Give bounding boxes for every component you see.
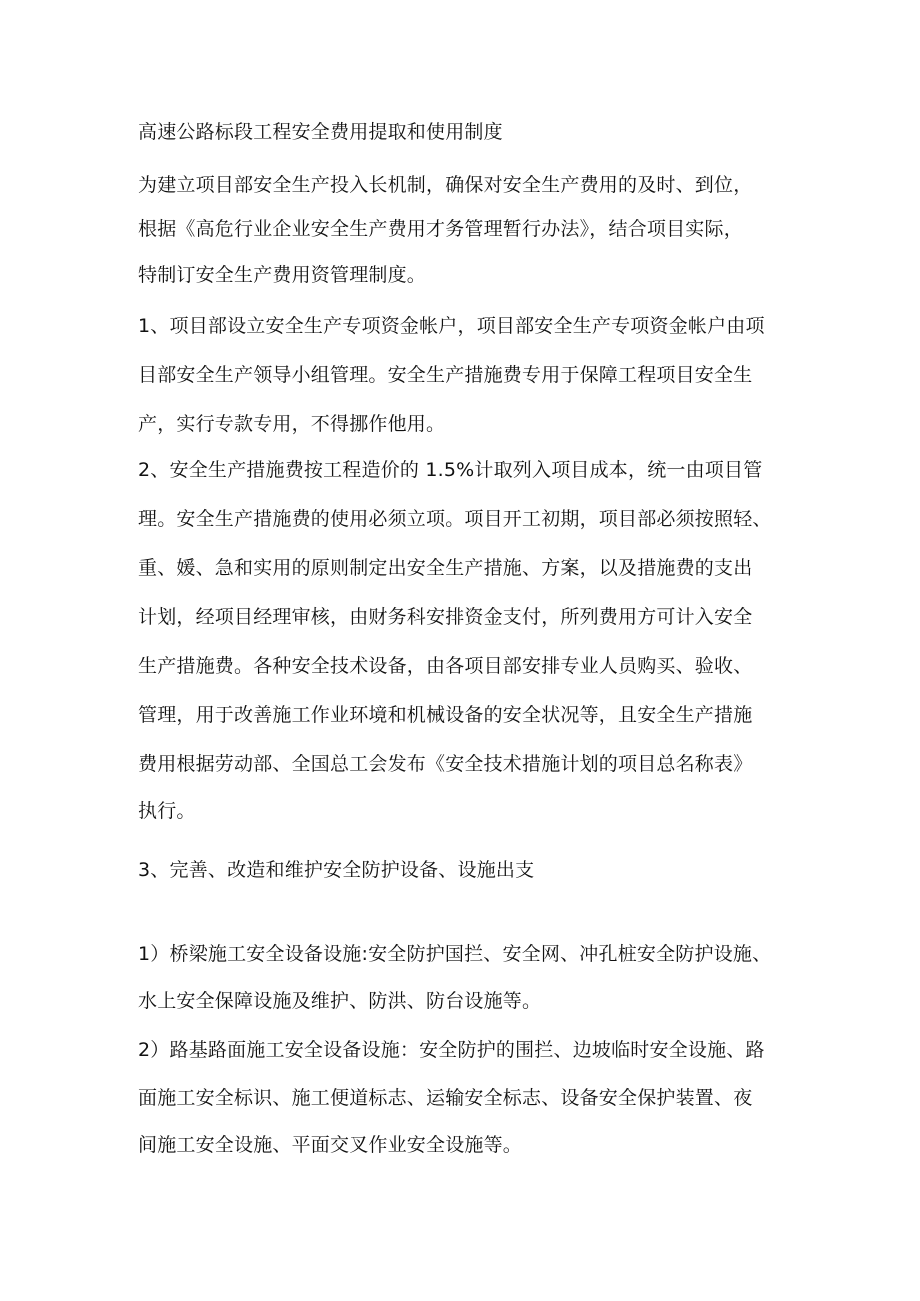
sub1-line-2: 水上安全保障设施及维护、防洪、防台设施等。 <box>138 990 542 1012</box>
item2-line-8: 执行。 <box>138 800 196 822</box>
item2-line-1: 2、安全生产措施费按工程造价的 1.5%计取列入项目成本，统一由项目管 <box>138 459 763 481</box>
item2-line-5: 生产措施费。各种安全技术设备，由各项目部安排专业人员购买、验收、 <box>138 655 753 677</box>
item2-line-2: 理。安全生产措施费的使用必须立项。项目开工初期，项目部必须按照轻、 <box>138 508 772 530</box>
item2-line-4: 计划，经项目经理审核，由财务科安排资金支付，所列费用方可计入安全 <box>138 606 753 628</box>
sub2-line-2: 面施工安全标识、施工便道标志、运输安全标志、设备安全保护装置、夜 <box>138 1087 753 1109</box>
item1-line-1: 1、项目部设立安全生产专项资金帐户，项目部安全生产专项资金帐户由项 <box>138 315 765 337</box>
document-title: 高速公路标段工程安全费用提取和使用制度 <box>138 121 503 143</box>
sub2-line-3: 间施工安全设施、平面交叉作业安全设施等。 <box>138 1134 523 1156</box>
sub1-line-1: 1）桥梁施工安全设备设施:安全防护国拦、安全网、冲孔桩安全防护设施、 <box>138 943 772 965</box>
item1-line-2: 目部安全生产领导小组管理。安全生产措施费专用于保障工程项目安全生 <box>138 364 753 386</box>
item1-line-3: 产，实行专款专用，不得挪作他用。 <box>138 413 446 435</box>
item3-heading: 3、完善、改造和维护安全防护设备、设施出支 <box>138 859 535 881</box>
intro-line-3: 特制订安全生产费用资管理制度。 <box>138 264 427 286</box>
sub2-line-1: 2）路基路面施工安全设备设施：安全防护的围拦、边坡临时安全设施、路 <box>138 1039 765 1061</box>
intro-line-2: 根据《高危行业企业安全生产费用才务管理暂行办法》，结合项目实际， <box>138 218 743 240</box>
item2-line-3: 重、媛、急和实用的原则制定出安全生产措施、方案，以及措施费的支出 <box>138 557 753 579</box>
item2-line-7: 费用根据劳动部、全国总工会发布《安全技术措施计划的项目总名称表》 <box>138 753 753 775</box>
intro-line-1: 为建立项目部安全生产投入长机制，确保对安全生产费用的及时、到位， <box>138 174 753 196</box>
item2-line-6: 管理，用于改善施工作业环境和机械设备的安全状况等，且安全生产措施 <box>138 704 753 726</box>
